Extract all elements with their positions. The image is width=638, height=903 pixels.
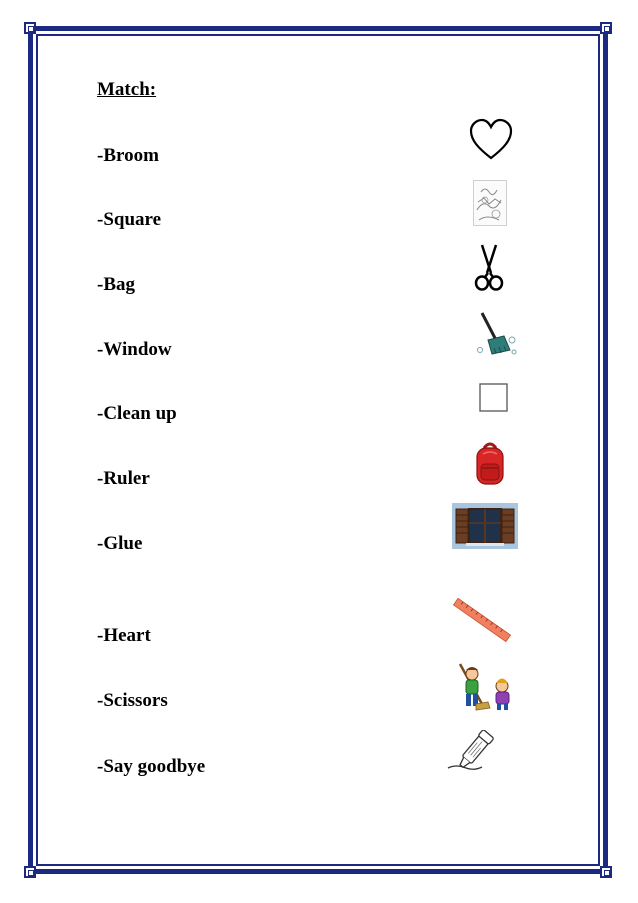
broom-icon — [472, 310, 520, 358]
word-glue: -Glue — [97, 533, 143, 554]
word-scissors: -Scissors — [97, 690, 168, 711]
worksheet-title: Match: — [97, 79, 157, 100]
word-say-goodbye: -Say goodbye — [97, 756, 206, 777]
border-corner — [600, 866, 612, 878]
kids-cleaning-icon — [452, 660, 522, 712]
ruler-icon — [452, 598, 512, 642]
coloring-page-icon — [473, 180, 507, 226]
border-corner — [24, 866, 36, 878]
word-square: -Square — [97, 209, 162, 230]
square-icon — [478, 382, 510, 414]
border-corner — [24, 22, 36, 34]
word-window: -Window — [97, 339, 172, 360]
window-icon — [452, 503, 518, 549]
word-clean-up: -Clean up — [97, 403, 177, 424]
glue-stick-icon — [446, 730, 502, 774]
word-broom: -Broom — [97, 145, 159, 166]
word-bag: -Bag — [97, 274, 135, 295]
heart-icon — [468, 118, 514, 162]
word-heart: -Heart — [97, 625, 151, 646]
border-corner — [600, 22, 612, 34]
word-ruler: -Ruler — [97, 468, 150, 489]
scissors-icon — [472, 243, 506, 293]
backpack-icon — [472, 440, 508, 486]
